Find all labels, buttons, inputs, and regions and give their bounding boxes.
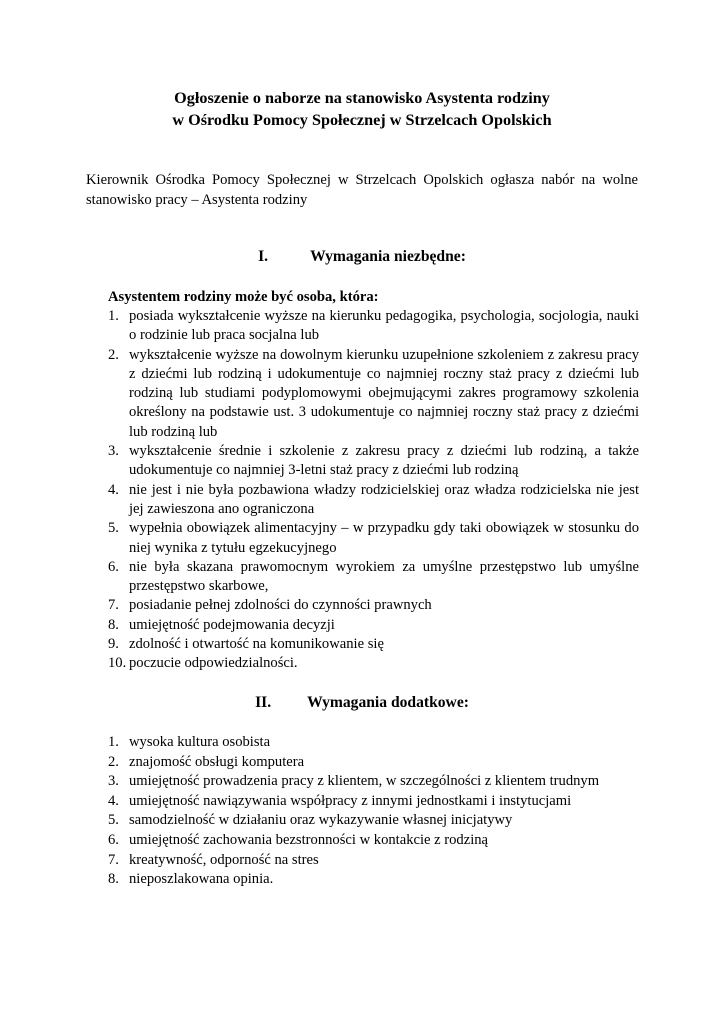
list-item-number: 10. — [108, 655, 127, 672]
list-item-number: 7. — [108, 597, 119, 614]
list-item-number: 4. — [108, 481, 119, 498]
list-item-text: znajomość obsługi komputera — [129, 753, 305, 770]
list-item-number: 3. — [108, 443, 119, 460]
title-line-1: Ogłoszenie o naborze na stanowisko Asystenta rodziny — [174, 89, 550, 107]
list-item — [108, 811, 639, 831]
list-item-text: umiejętność podejmowania decyzji — [129, 616, 335, 633]
list-item-text: poczucie odpowiedzialności. — [129, 655, 298, 672]
list-item-text: nie była skazana prawomocnym wyrokiem za umyślne przestępstwo lub umyślne przestępstwo skarbowe, — [129, 558, 639, 595]
list-item-text: umiejętność prowadzenia pracy z klientem, w szczególności z klientem trudnym — [129, 773, 600, 790]
list-item — [108, 851, 639, 871]
list-item-text: umiejętność nawiązywania współpracy z innymi jednostkami i instytucjami — [129, 792, 572, 809]
list-item-number: 2. — [108, 753, 119, 770]
list-item-text: nie jest i nie była pozbawiona władzy rodzicielskiej oraz władza rodzicielska nie jest jej zawieszona ano ograniczona — [129, 481, 639, 517]
list-item-text: wykształcenie średnie i szkolenie z zakresu pracy z dziećmi lub rodziną, a także udokumentuje co najmniej 3-letni staż pracy z dziećmi lub rodziną — [129, 443, 639, 479]
list-item-text: wykształcenie wyższe na dowolnym kierunku uzupełnione szkoleniem z zakresu pracy z dziećmi lub rodziną i udokumentuje co najmniej roczny staż pracy z dziećmi lub rodziną lub studiami podyplomowymi obejmującymi zakres programowy szkolenia określony na podstawie ust. 3 udokumentuje co najmniej roczny staż pracy z dziećmi lub rodziną lub — [129, 346, 639, 440]
list-item — [108, 558, 639, 597]
list-item — [108, 831, 639, 851]
list-item — [108, 792, 639, 812]
list-item — [108, 654, 639, 673]
list-item — [108, 519, 639, 558]
list-item-number: 3. — [108, 773, 119, 790]
section-2-heading — [0, 693, 724, 713]
list-item-number: 9. — [108, 636, 119, 653]
title-line-2: w Ośrodku Pomocy Społecznej w Strzelcach Opolskich — [172, 111, 552, 129]
list-item-number: 5. — [108, 520, 119, 537]
section-2-title: Wymagania dodatkowe: — [307, 694, 469, 711]
list-item-text: kreatywność, odporność na stres — [129, 851, 319, 868]
list-item-text: posiada wykształcenie wyższe na kierunku pedagogika, psychologia, socjologia, nauki o rodzinie lub praca socjalna lub — [129, 308, 639, 344]
list-item-number: 7. — [108, 851, 119, 868]
list-item — [108, 346, 639, 442]
section-2-numeral: II. — [255, 694, 272, 711]
additional-list — [108, 733, 639, 890]
list-item-number: 8. — [108, 871, 119, 888]
list-item-number: 1. — [108, 734, 119, 750]
list-item-text: wysoka kultura osobista — [129, 734, 271, 750]
list-item — [108, 596, 639, 615]
list-item-number: 6. — [108, 831, 119, 848]
section-1-title: Wymagania niezbędne: — [310, 248, 466, 265]
list-item — [108, 753, 639, 773]
list-item-number: 6. — [108, 558, 119, 575]
list-item — [108, 772, 639, 792]
list-item-text: posiadanie pełnej zdolności do czynności prawnych — [129, 597, 432, 614]
list-item-text: nieposzlakowana opinia. — [129, 871, 274, 888]
intro-paragraph: Kierownik Ośrodka Pomocy Społecznej w Strzelcach Opolskich ogłasza nabór na wolne stanowisko pracy – Asystenta rodziny — [86, 172, 638, 208]
list-item-number: 1. — [108, 308, 119, 324]
list-item — [108, 481, 639, 520]
list-item-text: wypełnia obowiązek alimentacyjny – w przypadku gdy taki obowiązek w stosunku do niej wynika z tytułu egzekucyjnego — [129, 520, 639, 556]
document-title — [0, 87, 724, 131]
list-item-number: 4. — [108, 792, 119, 809]
list-item-text: umiejętność zachowania bezstronności w kontakcie z rodziną — [129, 831, 489, 848]
list-item-number: 5. — [108, 812, 119, 829]
list-item-number: 8. — [108, 616, 119, 633]
list-item — [108, 870, 639, 890]
list-item-text: samodzielność w działaniu oraz wykazywanie własnej inicjatywy — [129, 812, 513, 829]
list-item-text: zdolność i otwartość na komunikowanie się — [129, 636, 384, 653]
list-item — [108, 616, 639, 635]
section-1-subheading: Asystentem rodziny może być osoba, która: — [108, 289, 379, 305]
list-item-number: 2. — [108, 346, 119, 363]
list-item — [108, 733, 639, 753]
list-item — [108, 307, 639, 346]
list-item — [108, 635, 639, 654]
required-list — [108, 307, 639, 674]
section-1-heading — [0, 247, 724, 267]
list-item — [108, 442, 639, 481]
section-1-numeral: I. — [258, 248, 269, 265]
